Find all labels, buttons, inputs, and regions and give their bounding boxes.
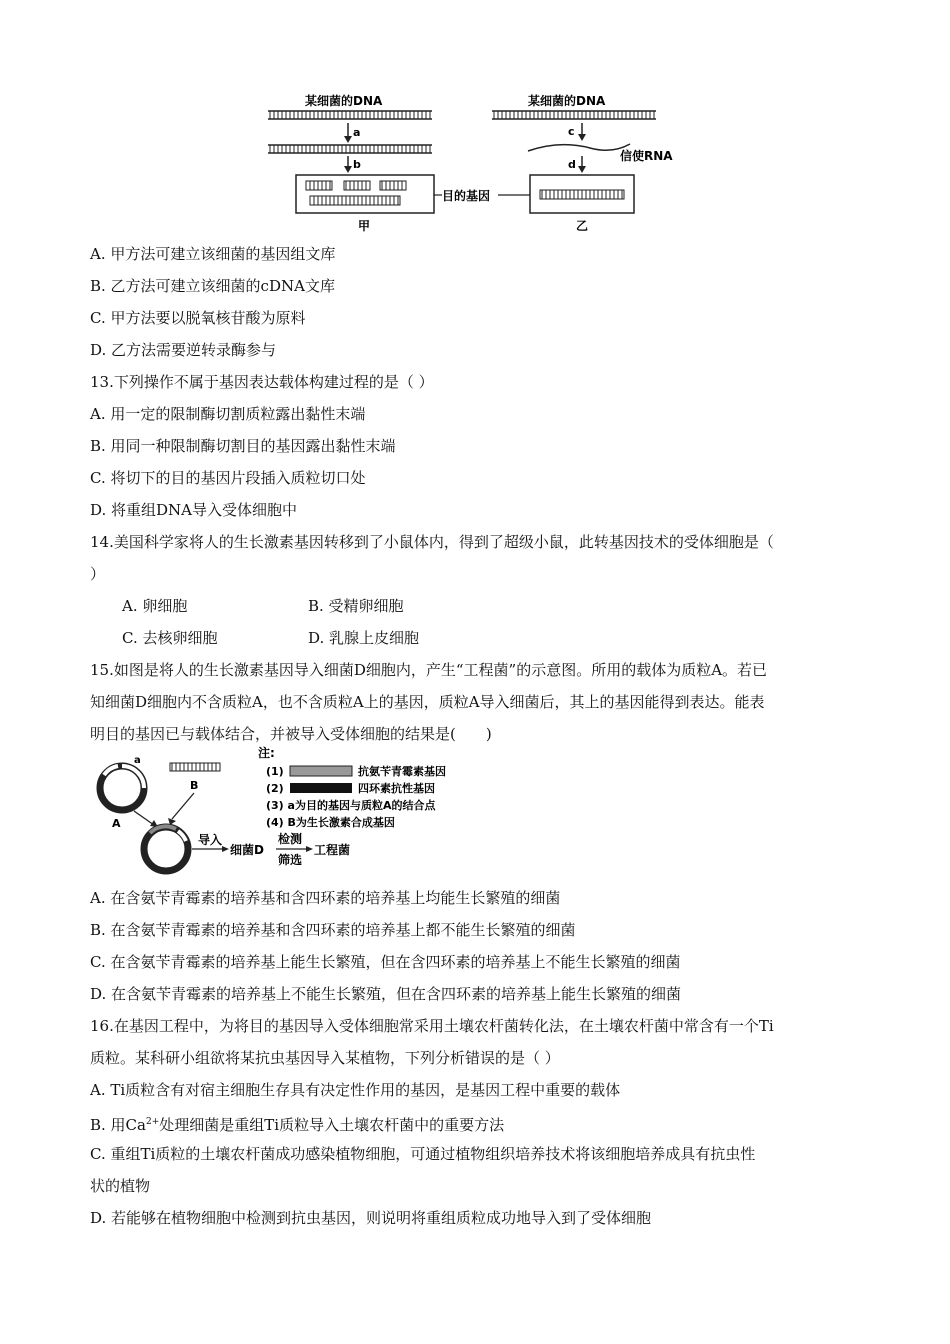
note1-text: 抗氨苄青霉素基因 <box>358 765 446 778</box>
note-title: 注: <box>258 746 275 760</box>
q13-option-d: D. 将重组DNA导入受体细胞中 <box>90 501 298 519</box>
q16-stem-line2: 质粒。某科研小组欲将某抗虫基因导入某植物，下列分析错误的是（ ） <box>90 1049 560 1067</box>
q15-stem-line2: 知细菌D细胞内不含质粒A，也不含质粒A上的基因，质粒A导入细菌后，其上的基因能得到表达。能表 <box>90 693 765 711</box>
mrna-strand <box>528 144 630 151</box>
detect-label: 检测 <box>278 832 303 846</box>
mrna-label: 信使RNA <box>620 149 673 163</box>
step-b-label: b <box>353 158 361 171</box>
q16-option-d: D. 若能够在植物细胞中检测到抗虫基因，则说明将重组质粒成功地导入到了受体细胞 <box>90 1209 652 1227</box>
screen-label: 筛选 <box>278 853 303 867</box>
recombinant-plasmid <box>144 826 188 871</box>
import-label: 导入 <box>198 833 223 847</box>
arrow-from-a <box>134 811 154 825</box>
label-yi: 乙 <box>576 219 589 233</box>
step-c-label: c <box>568 125 575 138</box>
dna-label-left: 某细菌的DNA <box>305 94 383 108</box>
note2-num: (2) <box>266 782 284 795</box>
q12-option-b: B. 乙方法可建立该细菌的cDNA文库 <box>90 277 335 295</box>
label-jia: 甲 <box>358 219 371 233</box>
q13-option-b: B. 用同一种限制酶切割目的基因露出黏性末端 <box>90 437 396 455</box>
q12-option-a: A. 甲方法可建立该细菌的基因组文库 <box>90 245 336 263</box>
q15-option-c: C. 在含氨苄青霉素的培养基上能生长繁殖，但在含四环素的培养基上不能生长繁殖的细菌 <box>90 953 681 971</box>
label-A: A <box>112 817 121 830</box>
engineered-label: 工程菌 <box>314 843 351 857</box>
note3-text: (3) a为目的基因与质粒A的结合点 <box>266 799 436 812</box>
dna-strand-top-left <box>268 111 432 119</box>
note2-text: 四环素抗性基因 <box>358 782 435 795</box>
target-gene-label: 目的基因 <box>442 189 491 203</box>
q15-option-d: D. 在含氨苄青霉素的培养基上不能生长繁殖，但在含四环素的培养基上能生长繁殖的细菌 <box>90 985 682 1003</box>
plasmid-figure <box>90 745 490 875</box>
q16-option-c-line1: C. 重组Ti质粒的土壤农杆菌成功感染植物细胞，可通过植物组织培养技术将该细胞培养成具有抗虫性 <box>90 1145 756 1163</box>
q16-option-b-sup: 2+ <box>145 1117 160 1127</box>
q14-option-d: D. 乳腺上皮细胞 <box>308 629 420 647</box>
q14-option-c: C. 去核卵细胞 <box>122 629 218 647</box>
plasmid-a <box>100 766 144 810</box>
dna-label-right: 某细菌的DNA <box>528 94 606 108</box>
label-B: B <box>190 779 199 792</box>
q16-option-b <box>90 1112 504 1135</box>
q14-option-b: B. 受精卵细胞 <box>308 597 404 615</box>
label-a: a <box>134 755 141 766</box>
q14-stem-line1: 14.美国科学家将人的生长激素基因转移到了小鼠体内，得到了超级小鼠，此转基因技术的受体细胞是（ <box>90 533 774 551</box>
arrow-from-b <box>172 793 194 819</box>
q15-stem-line1: 15.如图是将人的生长激素基因导入细菌D细胞内，产生“工程菌”的示意图。所用的载体为质粒A。若已 <box>90 661 768 679</box>
legend-swatch-ampicillin <box>290 766 352 776</box>
dna-strand-mid-left <box>268 145 432 153</box>
q15-stem-line3: 明目的基因已与载体结合，并被导入受体细胞的结果是( ) <box>90 725 492 743</box>
q15-option-b: B. 在含氨苄青霉素的培养基和含四环素的培养基上都不能生长繁殖的细菌 <box>90 921 576 939</box>
q13-stem: 13.下列操作不属于基因表达载体构建过程的是（ ） <box>90 373 434 391</box>
q16-stem-line1: 16.在基因工程中，为将目的基因导入受体细胞常采用土壤农杆菌转化法，在土壤农杆菌中常含有一个Ti <box>90 1017 774 1035</box>
dna-strand-top-right <box>492 111 656 119</box>
note1-num: (1) <box>266 765 284 778</box>
q12-option-c: C. 甲方法要以脱氧核苷酸为原料 <box>90 309 306 327</box>
dna-library-figure <box>260 88 700 234</box>
legend-swatch-tetracycline <box>290 783 352 793</box>
step-d-label: d <box>568 158 576 171</box>
q14-stem-line2: ） <box>90 565 106 583</box>
q16-option-b-post: 处理细菌是重组Ti质粒导入土壤农杆菌中的重要方法 <box>159 1116 505 1134</box>
q14-option-a: A. 卵细胞 <box>122 597 188 615</box>
step-a-label: a <box>353 126 361 139</box>
bacteria-d-label: 细菌D <box>230 843 264 857</box>
q16-option-c-line2: 状的植物 <box>90 1177 151 1195</box>
q13-option-a: A. 用一定的限制酶切割质粒露出黏性末端 <box>90 405 366 423</box>
q15-option-a: A. 在含氨苄青霉素的培养基和含四环素的培养基上均能生长繁殖的细菌 <box>90 889 561 907</box>
q16-option-a: A. Ti质粒含有对宿主细胞生存具有决定性作用的基因，是基因工程中重要的载体 <box>90 1081 621 1099</box>
gene-b <box>170 763 220 771</box>
q16-option-b-pre: B. 用Ca <box>90 1116 146 1134</box>
q13-option-c: C. 将切下的目的基因片段插入质粒切口处 <box>90 469 366 487</box>
note4-text: (4) B为生长激素合成基因 <box>266 816 395 829</box>
q12-option-d: D. 乙方法需要逆转录酶参与 <box>90 341 277 359</box>
